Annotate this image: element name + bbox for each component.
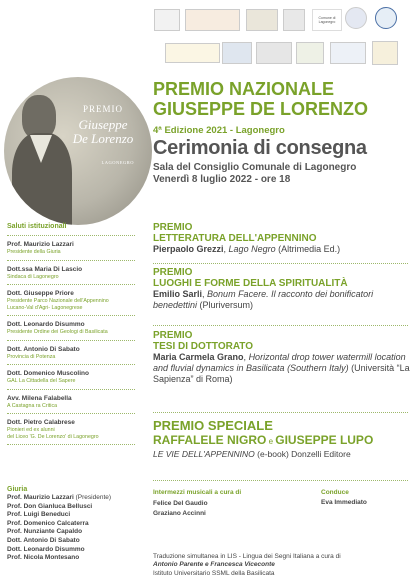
person-role: GAL La Cittadella del Sapere xyxy=(7,378,76,384)
giuria-section xyxy=(7,485,147,563)
divider xyxy=(153,325,408,326)
conduce-name: Eva Immediato xyxy=(321,499,367,506)
portrait-name-line2: De Lorenzo xyxy=(72,131,134,146)
saluti-person xyxy=(7,241,142,261)
divider xyxy=(153,480,408,481)
jury-member-note: (Presidente) xyxy=(73,494,112,501)
prize-publisher: (Altrimedia Ed.) xyxy=(275,244,341,254)
jury-member xyxy=(7,520,147,529)
sponsor-logo-11 xyxy=(296,42,324,64)
jury-member-name: Dott. Leonardo Disummo xyxy=(7,545,85,553)
venue: Sala del Consiglio Comunale di Lagonegro xyxy=(153,162,357,173)
person-role: Provincia di Potenza xyxy=(7,353,56,360)
special-prize-book xyxy=(153,449,351,459)
saluti-person xyxy=(7,290,142,316)
sponsor-logo-1 xyxy=(154,9,180,31)
prize-publisher: (Pluriversum) xyxy=(197,300,254,310)
person-role: Presidente Parco Nazionale dell'Appennino xyxy=(7,298,109,304)
prize-winner: Emilio Sarli xyxy=(153,289,203,299)
prize-winner: Maria Carmela Grano xyxy=(153,352,244,362)
jury-member-name: Prof. Don Gianluca Bellusci xyxy=(7,502,93,510)
comune-lagonegro-text: Comune di Lagonegro xyxy=(318,16,336,24)
person-name: Dott. Domenico Muscolino xyxy=(7,370,89,377)
portrait-name-line1: Giuseppe xyxy=(78,117,128,132)
sponsor-logo-7 xyxy=(375,7,397,29)
jury-member-name: Prof. Nunziante Capaldo xyxy=(7,528,83,536)
divider xyxy=(153,412,408,413)
jury-member-name: Prof. Luigi Beneduci xyxy=(7,511,71,519)
giuria-heading: Giuria xyxy=(7,486,28,493)
jury-member-name: Dott. Antonio Di Sabato xyxy=(7,536,80,544)
prize-label: PREMIO xyxy=(153,222,193,233)
special-book-publisher: (e-book) Donzelli Editore xyxy=(254,449,351,459)
sponsor-logo-2 xyxy=(185,9,240,31)
title-line2: GIUSEPPE DE LORENZO xyxy=(153,99,369,119)
prize-category: LETTERATURA DELL'APPENNINO xyxy=(153,233,317,244)
divider xyxy=(7,235,135,236)
jury-member xyxy=(7,554,147,563)
saluti-heading: Saluti istituzionali xyxy=(7,223,67,230)
special-prize-label: PREMIO SPECIALE xyxy=(153,418,273,433)
divider xyxy=(7,260,135,261)
divider xyxy=(7,389,135,390)
jury-member-name: Prof. Domenico Calcaterra xyxy=(7,519,89,527)
divider xyxy=(7,444,135,445)
prize-category: LUOGHI E FORME DELLA SPIRITUALITÀ xyxy=(153,278,348,289)
person-role: Pionieri ed ex alunni xyxy=(7,427,55,433)
sponsor-logos-strip xyxy=(0,0,417,76)
portrait-premio: PREMIO xyxy=(82,104,123,114)
saluti-section xyxy=(7,222,142,445)
saluti-list xyxy=(7,241,142,445)
prize-tesi xyxy=(153,330,413,385)
title-line1: PREMIO NAZIONALE xyxy=(153,79,335,99)
prize-work: Lago Negro xyxy=(228,244,276,254)
mediateur-linguistico-logo xyxy=(165,43,220,63)
footer-lis xyxy=(153,553,413,578)
prize-label: PREMIO xyxy=(153,330,193,341)
prize-letteratura xyxy=(153,222,413,255)
conduce-heading: Conduce xyxy=(321,489,349,496)
giuria-list xyxy=(7,494,147,563)
person-role: Presidente della Giuria xyxy=(7,249,61,255)
footer-line1: Traduzione simultanea in LIS - Lingua dei Segni Italiana a cura di xyxy=(153,553,341,560)
prize-label: PREMIO xyxy=(153,267,193,278)
sponsor-logo-10 xyxy=(256,42,292,64)
musician-name: Graziano Accinni xyxy=(153,509,206,517)
prize-publisher: (Università “La Sapienza” di Roma) xyxy=(153,363,410,384)
sponsor-logo-13 xyxy=(372,41,398,65)
portrait-place: LAGONEGRO xyxy=(101,160,134,165)
musician-name: Felice Del Gaudio xyxy=(153,500,208,507)
prize-work: Horizontal drop tower watermill location and fluvial dynamics in Basilicata (Southern Italy) xyxy=(153,352,406,373)
jury-member xyxy=(7,546,147,555)
divider xyxy=(7,340,135,341)
event-date: Venerdì 8 luglio 2022 - ore 18 xyxy=(153,174,291,185)
divider xyxy=(7,413,135,414)
person-role: Lucano-Val d'Agri- Lagonegrese xyxy=(7,304,83,311)
sponsor-logo-6 xyxy=(345,7,367,29)
person-role: A Castagna ra Critica xyxy=(7,402,58,409)
footer-line2: Antonio Parente e Francesca Viceconte xyxy=(153,561,275,569)
portrait-caption xyxy=(68,104,138,165)
divider xyxy=(153,263,408,264)
sponsor-logo-4 xyxy=(283,9,305,31)
intermezzi-names xyxy=(153,499,208,518)
sponsor-logo-3 xyxy=(246,9,278,31)
prize-winner-line: Emilio Sarli, Bonum Facere. Il racconto dei bonificatori benedettini (Pluriversum) xyxy=(153,289,374,310)
prize-winner-line: Pierpaolo Grezzi, Lago Negro (Altrimedia Ed.) xyxy=(153,244,341,254)
person-name: Dott. Pietro Calabrese xyxy=(7,419,75,426)
intermezzi-heading: Intermezzi musicali a cura di xyxy=(153,489,242,496)
divider xyxy=(7,284,135,285)
person-name: Dott. Giuseppe Priore xyxy=(7,290,74,297)
special-prize-winners xyxy=(153,433,373,447)
person-name: Dott.ssa Maria Di Lascio xyxy=(7,265,83,273)
saluti-person xyxy=(7,346,142,366)
jury-member xyxy=(7,511,147,520)
saluti-person xyxy=(7,321,142,341)
saluti-person xyxy=(7,370,142,390)
sponsor-logo-12 xyxy=(330,42,366,64)
prize-category: TESI DI DOTTORATO xyxy=(153,341,254,352)
divider xyxy=(7,315,135,316)
jury-member xyxy=(7,494,147,503)
sponsor-logo-9 xyxy=(222,42,252,64)
jury-member xyxy=(7,528,147,537)
divider xyxy=(7,364,135,365)
edition: 4ª Edizione 2021 - Lagonegro xyxy=(153,125,285,136)
special-winner-2: GIUSEPPE LUPO xyxy=(275,433,374,447)
prize-work: Bonum Facere. Il racconto dei bonificatori benedettini xyxy=(153,289,374,310)
person-role: del Liceo 'G. De Lorenzo' di Lagonegro xyxy=(7,433,99,440)
person-name: Avv. Milena Falabella xyxy=(7,394,72,402)
saluti-person xyxy=(7,395,142,415)
special-winner-1: RAFFALELE NIGRO xyxy=(153,433,267,447)
jury-member-name: Prof. Nicola Montesano xyxy=(7,554,80,562)
special-book-title: LE VIE DELL'APPENNINO xyxy=(153,449,255,459)
prize-winner-line: Maria Carmela Grano, Horizontal drop tower watermill location and fluvial dynamics in Basilicata (Southern Italy) (Università “La Sapienza” di Roma) xyxy=(153,352,410,384)
person-name: Prof. Maurizio Lazzari xyxy=(7,241,74,248)
jury-member-name: Prof. Maurizio Lazzari xyxy=(7,494,74,501)
person-role: Sindaca di Lagonegro xyxy=(7,273,59,280)
saluti-person xyxy=(7,266,142,286)
comune-lagonegro-logo xyxy=(312,9,342,31)
jury-member xyxy=(7,503,147,512)
footer-line3: Istituto Universitario SSML della Basilicata xyxy=(153,569,275,577)
person-name: Dott. Antonio Di Sabato xyxy=(7,345,80,353)
jury-member xyxy=(7,537,147,546)
prize-spiritualita xyxy=(153,267,413,311)
prize-winner: Pierpaolo Grezzi xyxy=(153,244,224,254)
special-conjunction: e xyxy=(266,437,276,446)
saluti-person xyxy=(7,419,142,445)
person-name: Dott. Leonardo Disummo xyxy=(7,321,85,328)
ceremony-title: Cerimonia di consegna xyxy=(153,137,367,159)
person-role: Presidente Ordine dei Geologi di Basilicata xyxy=(7,329,108,335)
